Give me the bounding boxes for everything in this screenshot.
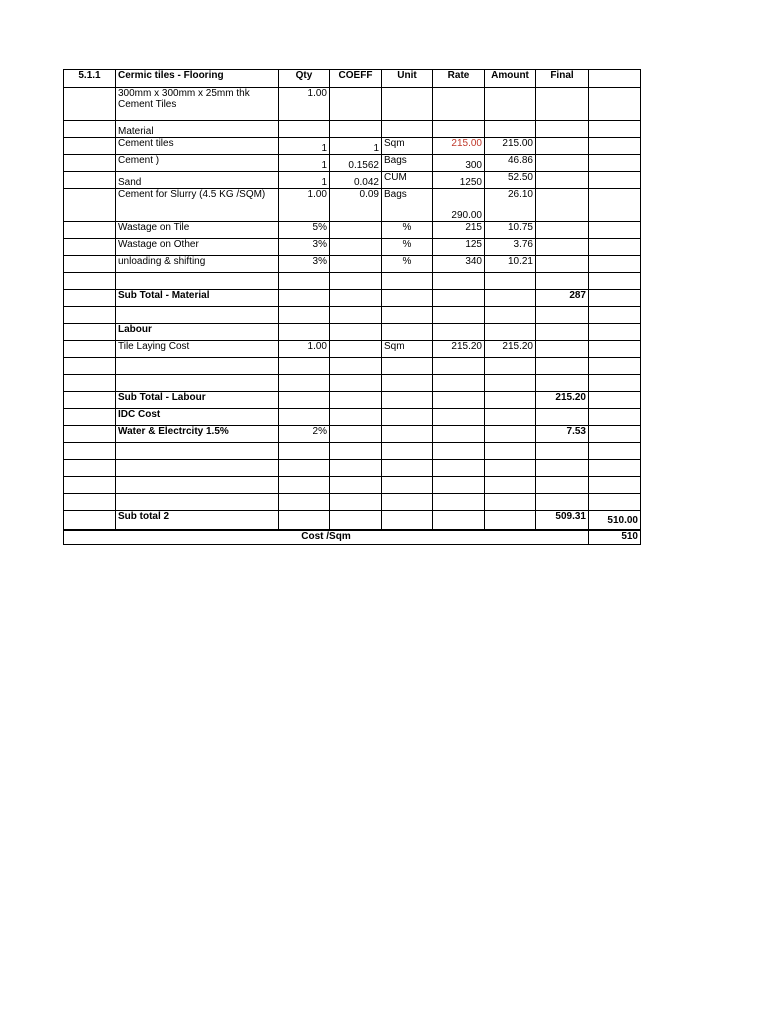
material-amount: 46.86 (485, 155, 536, 172)
material-amount: 215.00 (485, 138, 536, 155)
material-qty: 3% (279, 256, 330, 273)
empty-cell (536, 189, 589, 222)
material-amount: 10.21 (485, 256, 536, 273)
empty-row (64, 358, 641, 375)
empty-cell (64, 426, 116, 443)
empty-cell (64, 155, 116, 172)
empty-row (64, 375, 641, 392)
empty-cell (330, 121, 382, 138)
idc-heading: IDC Cost (116, 409, 279, 426)
material-rate: 215.00 (433, 138, 485, 155)
material-row (64, 239, 641, 256)
empty-cell (64, 239, 116, 256)
material-unit: % (382, 256, 433, 273)
material-desc: Cement ) (116, 155, 279, 172)
material-heading: Material (116, 121, 279, 138)
labour-subtotal-row (64, 392, 641, 409)
subtotal-2-rounded: 510.00 (607, 515, 638, 526)
empty-cell (589, 239, 641, 256)
material-unit: Bags (382, 189, 433, 222)
material-row (64, 172, 641, 189)
empty-cell (589, 189, 641, 222)
material-amount: 10.75 (485, 222, 536, 239)
empty-cell (64, 392, 116, 409)
empty-cell (589, 121, 641, 138)
unit-header: Unit (382, 70, 433, 88)
material-rate: 215 (433, 222, 485, 239)
material-coeff: 0.09 (330, 189, 382, 222)
item-title-cell: Cermic tiles - Flooring (116, 70, 279, 88)
material-amount: 26.10 (485, 189, 536, 222)
material-unit: % (382, 239, 433, 256)
empty-cell (64, 324, 116, 341)
spec-cell (116, 88, 279, 121)
material-amount: 3.76 (485, 239, 536, 256)
empty-cell (536, 155, 589, 172)
material-desc: unloading & shifting (116, 256, 279, 273)
empty-cell (279, 121, 330, 138)
empty-cell (64, 511, 116, 531)
material-desc: Sand (116, 172, 279, 189)
material-rate: 125 (433, 239, 485, 256)
labour-rate: 215.20 (433, 341, 485, 358)
cost-per-sqm-value: 510 (589, 530, 641, 545)
empty-cell (64, 121, 116, 138)
empty-cell (433, 121, 485, 138)
material-qty: 1 (279, 155, 330, 172)
material-coeff: 0.1562 (330, 155, 382, 172)
labour-subtotal-value: 215.20 (536, 392, 589, 409)
material-row (64, 222, 641, 239)
empty-cell (64, 409, 116, 426)
empty-cell (64, 172, 116, 189)
spec-line-1: 300mm x 300mm x 25mm thk (118, 88, 250, 99)
empty-cell (589, 172, 641, 189)
empty-cell (485, 121, 536, 138)
material-coeff (330, 222, 382, 239)
material-desc: Cement for Slurry (4.5 KG /SQM) (116, 189, 279, 222)
labour-heading: Labour (116, 324, 279, 341)
material-desc: Wastage on Other (116, 239, 279, 256)
water-electricity-label: Water & Electrcity 1.5% (116, 426, 279, 443)
qty-header: Qty (279, 70, 330, 88)
labour-unit: Sqm (382, 341, 433, 358)
material-qty: 1.00 (279, 189, 330, 222)
empty-cell (485, 88, 536, 121)
empty-cell (536, 256, 589, 273)
empty-cell (64, 290, 116, 307)
material-unit: % (382, 222, 433, 239)
empty-row (64, 273, 641, 290)
labour-amount: 215.20 (485, 341, 536, 358)
spec-line-2: Cement Tiles (118, 99, 177, 110)
material-heading-row (64, 121, 641, 138)
material-row (64, 189, 641, 222)
material-row (64, 256, 641, 273)
material-qty: 1 (279, 138, 330, 155)
material-subtotal-row (64, 290, 641, 307)
empty-cell (536, 88, 589, 121)
amount-header: Amount (485, 70, 536, 88)
empty-cell (64, 256, 116, 273)
material-row (64, 138, 641, 155)
item-number-cell: 5.1.1 (64, 70, 116, 88)
material-rate: 1250 (433, 172, 485, 189)
material-desc: Wastage on Tile (116, 222, 279, 239)
empty-row (64, 477, 641, 494)
empty-cell (64, 88, 116, 121)
empty-row (64, 443, 641, 460)
empty-cell (64, 189, 116, 222)
material-rate: 290.00 (433, 189, 485, 222)
empty-row (64, 460, 641, 477)
labour-qty: 1.00 (279, 341, 330, 358)
water-electricity-value: 7.53 (536, 426, 589, 443)
empty-cell (589, 70, 641, 88)
final-header: Final (536, 70, 589, 88)
water-electricity-row (64, 426, 641, 443)
empty-cell (382, 88, 433, 121)
empty-cell (536, 138, 589, 155)
subtotal-2-row (64, 511, 641, 531)
material-row (64, 155, 641, 172)
material-coeff: 1 (330, 138, 382, 155)
spec-row (64, 88, 641, 121)
subtotal-2-value: 509.31 (536, 511, 589, 531)
material-qty: 5% (279, 222, 330, 239)
empty-cell (589, 155, 641, 172)
material-subtotal-label: Sub Total - Material (116, 290, 279, 307)
material-qty: 3% (279, 239, 330, 256)
labour-heading-row (64, 324, 641, 341)
header-row (64, 70, 641, 88)
empty-cell (64, 138, 116, 155)
material-rate: 300 (433, 155, 485, 172)
material-qty: 1 (279, 172, 330, 189)
labour-row (64, 341, 641, 358)
empty-row (64, 494, 641, 511)
estimate-sheet (63, 69, 641, 545)
material-unit: Sqm (382, 138, 433, 155)
empty-cell (536, 172, 589, 189)
material-unit: Bags (382, 155, 433, 172)
empty-cell (589, 256, 641, 273)
empty-cell (536, 222, 589, 239)
subtotal-2-rounded-cell (589, 511, 641, 531)
subtotal-2-label: Sub total 2 (116, 511, 279, 531)
material-desc: Cement tiles (116, 138, 279, 155)
empty-cell (536, 121, 589, 138)
cost-per-sqm-label: Cost /Sqm (64, 530, 589, 545)
material-amount: 52.50 (485, 172, 536, 189)
coeff-header: COEFF (330, 70, 382, 88)
empty-cell (382, 121, 433, 138)
empty-cell (330, 88, 382, 121)
empty-row (64, 307, 641, 324)
empty-cell (433, 88, 485, 121)
material-rate: 340 (433, 256, 485, 273)
empty-cell (64, 222, 116, 239)
empty-cell (589, 222, 641, 239)
empty-cell (589, 88, 641, 121)
water-electricity-qty: 2% (279, 426, 330, 443)
empty-cell (589, 138, 641, 155)
labour-desc: Tile Laying Cost (116, 341, 279, 358)
material-coeff (330, 239, 382, 256)
empty-cell (536, 239, 589, 256)
rate-header: Rate (433, 70, 485, 88)
labour-subtotal-label: Sub Total - Labour (116, 392, 279, 409)
material-unit: CUM (382, 172, 433, 189)
material-coeff (330, 256, 382, 273)
cost-per-sqm-row (64, 530, 641, 545)
material-coeff: 0.042 (330, 172, 382, 189)
idc-heading-row (64, 409, 641, 426)
empty-cell (64, 341, 116, 358)
spec-qty-cell: 1.00 (279, 88, 330, 121)
material-subtotal-value: 287 (536, 290, 589, 307)
